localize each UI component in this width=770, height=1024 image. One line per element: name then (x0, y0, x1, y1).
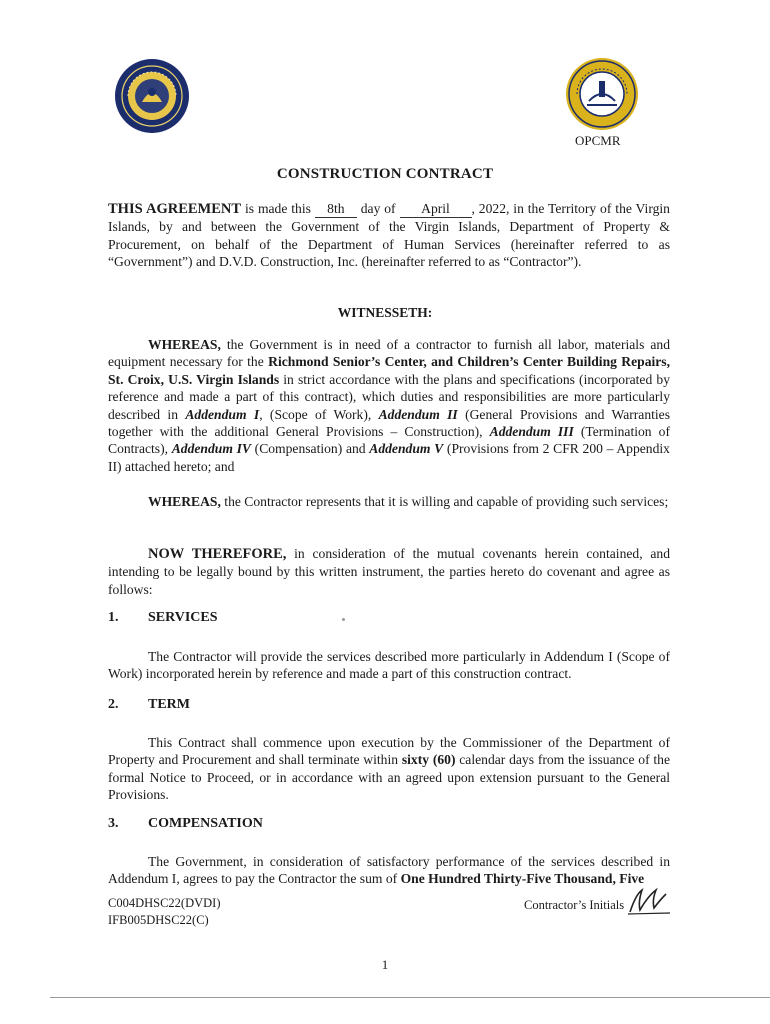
agreement-month: April (400, 200, 472, 218)
agreement-paragraph (108, 200, 670, 271)
addendum-2: Addendum II (378, 406, 458, 422)
now-therefore-lead: NOW THEREFORE, (148, 546, 287, 562)
property-procurement-seal-icon (565, 57, 639, 131)
section-3-heading: COMPENSATION (148, 816, 263, 831)
project-name: Richmond Senior’s Center, and Children’s Center Building Repairs, St. Croix, U.S. Virgin Islands (108, 354, 670, 387)
term-days: sixty (60) (401, 752, 456, 768)
now-therefore-text: in consideration of the mutual covenants herein contained, and intending to be legally bound by this written instrument, the parties hereto do covenant and agree as follows: (108, 546, 670, 597)
whereas-1-lead: WHEREAS, (148, 337, 221, 352)
addendum-3: Addendum III (489, 424, 574, 440)
now-therefore-paragraph (108, 545, 670, 598)
agreement-text-3: , 2022, in the Territory of the Virgin Islands, by and between the Government of the Virgin Islands, Department of Property & Procurement, on behalf of the Department of Human Services (hereinafter referred to as “Government”) and D.V.D. Construction, Inc. (hereinafter referred to as “Contractor”). (108, 201, 670, 270)
section-3-body (108, 853, 670, 888)
agreement-lead: THIS AGREEMENT (108, 201, 242, 217)
addendum-5: Addendum V (369, 441, 444, 457)
vi-government-seal-icon (114, 58, 190, 134)
scan-mark (342, 618, 345, 621)
whereas-2-text: the Contractor represents that it is willing and capable of providing such services; (220, 494, 669, 509)
section-3-text: The Government, in consideration of satisfactory performance of the services described in Addendum I, agrees to pay the Contractor the sum of (108, 854, 670, 887)
whereas-1-text: (Termination of Contracts), (108, 424, 670, 457)
addendum-1: Addendum I (185, 406, 260, 422)
scan-edge-divider (50, 997, 770, 998)
agreement-text-1: is made this (241, 201, 315, 216)
page-title: CONSTRUCTION CONTRACT (276, 166, 494, 182)
section-2-text: calendar days from the issuance of the formal Notice to Proceed, or in accordance with an agreed upon extension pursuant to the General Provisions. (108, 752, 671, 803)
agreement-day: 8th (315, 200, 357, 218)
whereas-2-lead: WHEREAS, (148, 494, 221, 509)
whereas-1-text: , (Scope of Work), (259, 406, 379, 422)
whereas-1-text: (Compensation) and (250, 441, 370, 457)
whereas-2-paragraph (108, 493, 670, 510)
compensation-amount: One Hundred Thirty-Five Thousand, Five (400, 871, 645, 887)
whereas-1-paragraph (108, 336, 670, 475)
section-1-number: 1. (108, 610, 119, 625)
section-2-body (108, 734, 670, 804)
section-2-heading: TERM (148, 697, 190, 712)
section-1-heading: SERVICES (148, 610, 218, 625)
initials-label: Contractor’s Initials (524, 898, 625, 912)
contract-code: C004DHSC22(DVDI) (108, 896, 221, 910)
whereas-1-text: the Government is in need of a contractor to furnish all labor, materials and equipment necessary for the (108, 337, 670, 370)
page-number: 1 (381, 957, 389, 972)
ifb-code: IFB005DHSC22(C) (108, 913, 209, 927)
whereas-1-text: in strict accordance with the plans and specifications (incorporated by reference and made a part of this contract), which duties and responsibilities are more particularly described in (108, 371, 670, 422)
whereas-1-text: (General Provisions and Warranties together with the additional General Provisions – Construction), (108, 406, 671, 440)
section-2-text: This Contract shall commence upon execution by the Commissioner of the Department of Property and Procurement and shall terminate within (108, 735, 670, 768)
section-2-number: 2. (108, 697, 119, 712)
addendum-4: Addendum IV (171, 441, 251, 457)
agreement-text-2: day of (356, 201, 400, 216)
section-1-body: The Contractor will provide the services described more particularly in Addendum I (Scope of Work) incorporated herein by reference and made a part of this construction contract. (108, 649, 670, 682)
agency-label: OPCMR (575, 133, 621, 148)
whereas-1-text: (Provisions from 2 CFR 200 – Appendix II) attached hereto; and (108, 441, 670, 474)
signature-initials-icon (626, 886, 672, 921)
section-3-number: 3. (108, 816, 119, 831)
witnesseth-heading: WITNESSETH: (337, 305, 433, 320)
